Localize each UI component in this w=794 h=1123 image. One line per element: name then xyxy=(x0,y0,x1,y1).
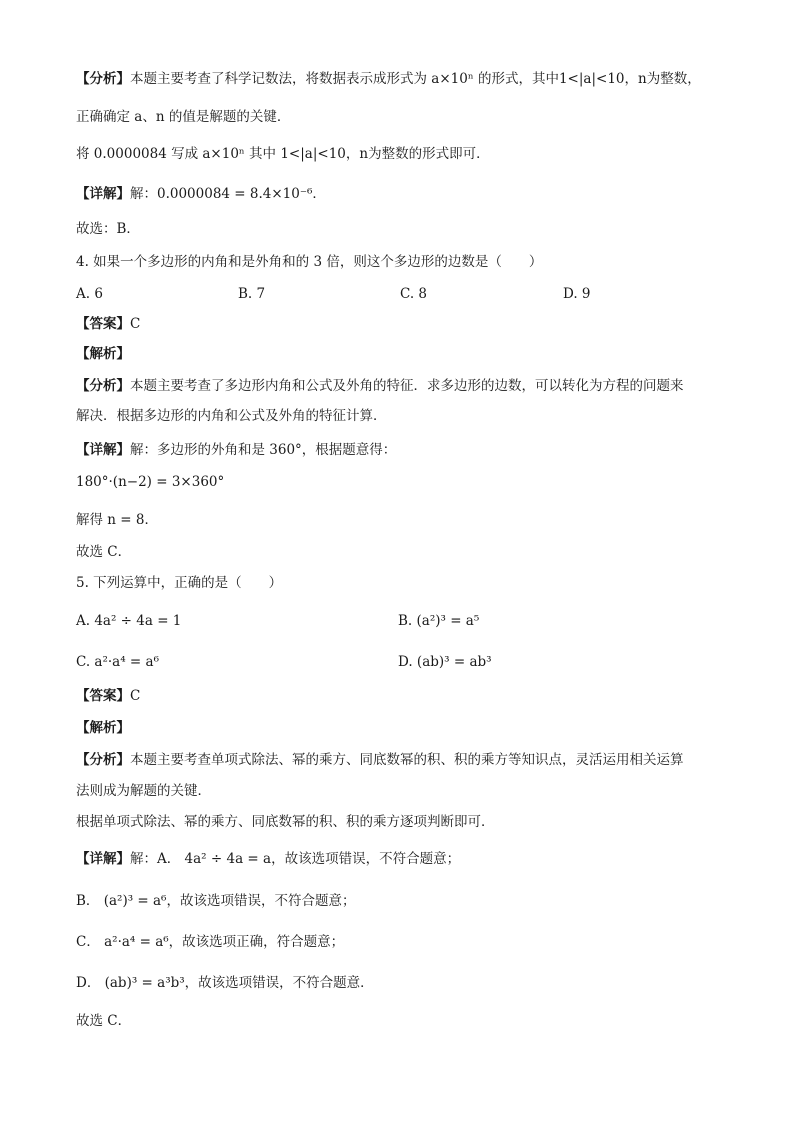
q5-detail-a xyxy=(76,849,730,869)
q5-analysis-line2: 法则成为解题的关键． xyxy=(76,783,211,799)
q4-detail xyxy=(76,440,730,460)
analysis-q3-line2: 正确确定 a、n 的值是解题的关键． xyxy=(76,109,291,125)
question-5-options-row2 xyxy=(76,652,730,672)
question-5: 5. 下列运算中，正确的是（ ） xyxy=(76,575,283,591)
q5-option-b: B. (a²)³ = a⁵ xyxy=(398,613,480,629)
q5-analysis-line1 xyxy=(76,750,730,770)
analysis-tag: 【分析】 xyxy=(76,378,130,394)
q4-equation: 180°·(n−2) = 3×360° xyxy=(76,474,225,490)
detail-text: 解：A． 4a² ÷ 4a = a，故该选项错误，不符合题意； xyxy=(130,851,461,867)
answer-tag: 【答案】 xyxy=(76,316,130,332)
q5-option-d: D. (ab)³ = ab³ xyxy=(398,654,492,670)
q5-answer xyxy=(76,686,730,706)
question-4-options xyxy=(76,284,730,304)
q4-jiexi-heading: 【解析】 xyxy=(76,346,130,362)
answer-value: C xyxy=(130,688,141,704)
q4-answer xyxy=(76,314,730,334)
answer-value: C xyxy=(130,316,141,332)
analysis-text: 本题主要考查单项式除法、幂的乘方、同底数幂的积、积的乘方等知识点，灵活运用相关运算 xyxy=(130,752,684,768)
q4-analysis-line1 xyxy=(76,376,730,396)
detail-q3 xyxy=(76,184,730,204)
analysis-tag: 【分析】 xyxy=(76,71,130,87)
q5-jiexi-heading: 【解析】 xyxy=(76,720,130,736)
analysis-tag: 【分析】 xyxy=(76,752,130,768)
q5-detail-c: C． a²·a⁴ = a⁶，故该选项正确，符合题意； xyxy=(76,934,345,950)
analysis-text: 本题主要考查了多边形内角和公式及外角的特征．求多边形的边数，可以转化为方程的问题来 xyxy=(130,378,684,394)
answer-tag: 【答案】 xyxy=(76,688,130,704)
q5-option-c: C. a²·a⁴ = a⁶ xyxy=(76,654,159,670)
q5-analysis-line3: 根据单项式除法、幂的乘方、同底数幂的积、积的乘方逐项判断即可． xyxy=(76,814,495,830)
q4-option-b: B. 7 xyxy=(238,286,266,302)
detail-text: 解：0.0000084 = 8.4×10⁻⁶． xyxy=(130,186,326,202)
q5-detail-d: D． (ab)³ = a³b³，故该选项错误，不符合题意． xyxy=(76,975,374,991)
q4-analysis-line2: 解决．根据多边形的内角和公式及外角的特征计算． xyxy=(76,408,387,424)
q5-choose: 故选 C． xyxy=(76,1013,132,1029)
question-4: 4. 如果一个多边形的内角和是外角和的 3 倍，则这个多边形的边数是（ ） xyxy=(76,254,543,270)
detail-tag: 【详解】 xyxy=(76,851,130,867)
analysis-q3-line3: 将 0.0000084 写成 a×10ⁿ 其中 1<|a|<10，n为整数的形式即可． xyxy=(76,146,490,162)
detail-text: 解：多边形的外角和是 360°，根据题意得： xyxy=(130,442,397,458)
q4-solution: 解得 n = 8． xyxy=(76,512,158,528)
q4-choose: 故选 C． xyxy=(76,544,132,560)
q4-option-d: D. 9 xyxy=(563,286,591,302)
q5-option-a: A. 4a² ÷ 4a = 1 xyxy=(76,613,182,629)
analysis-q3-line1 xyxy=(76,69,730,89)
detail-tag: 【详解】 xyxy=(76,442,130,458)
q4-option-a: A. 6 xyxy=(76,286,103,302)
question-5-options-row1 xyxy=(76,611,730,631)
q5-detail-b: B． (a²)³ = a⁶，故该选项错误，不符合题意； xyxy=(76,893,356,909)
detail-tag: 【详解】 xyxy=(76,186,130,202)
q4-option-c: C. 8 xyxy=(400,286,428,302)
analysis-text: 本题主要考查了科学记数法，将数据表示成形式为 a×10ⁿ 的形式，其中1<|a|<10，n为整数， xyxy=(130,71,701,87)
choose-q3: 故选：B． xyxy=(76,221,140,237)
